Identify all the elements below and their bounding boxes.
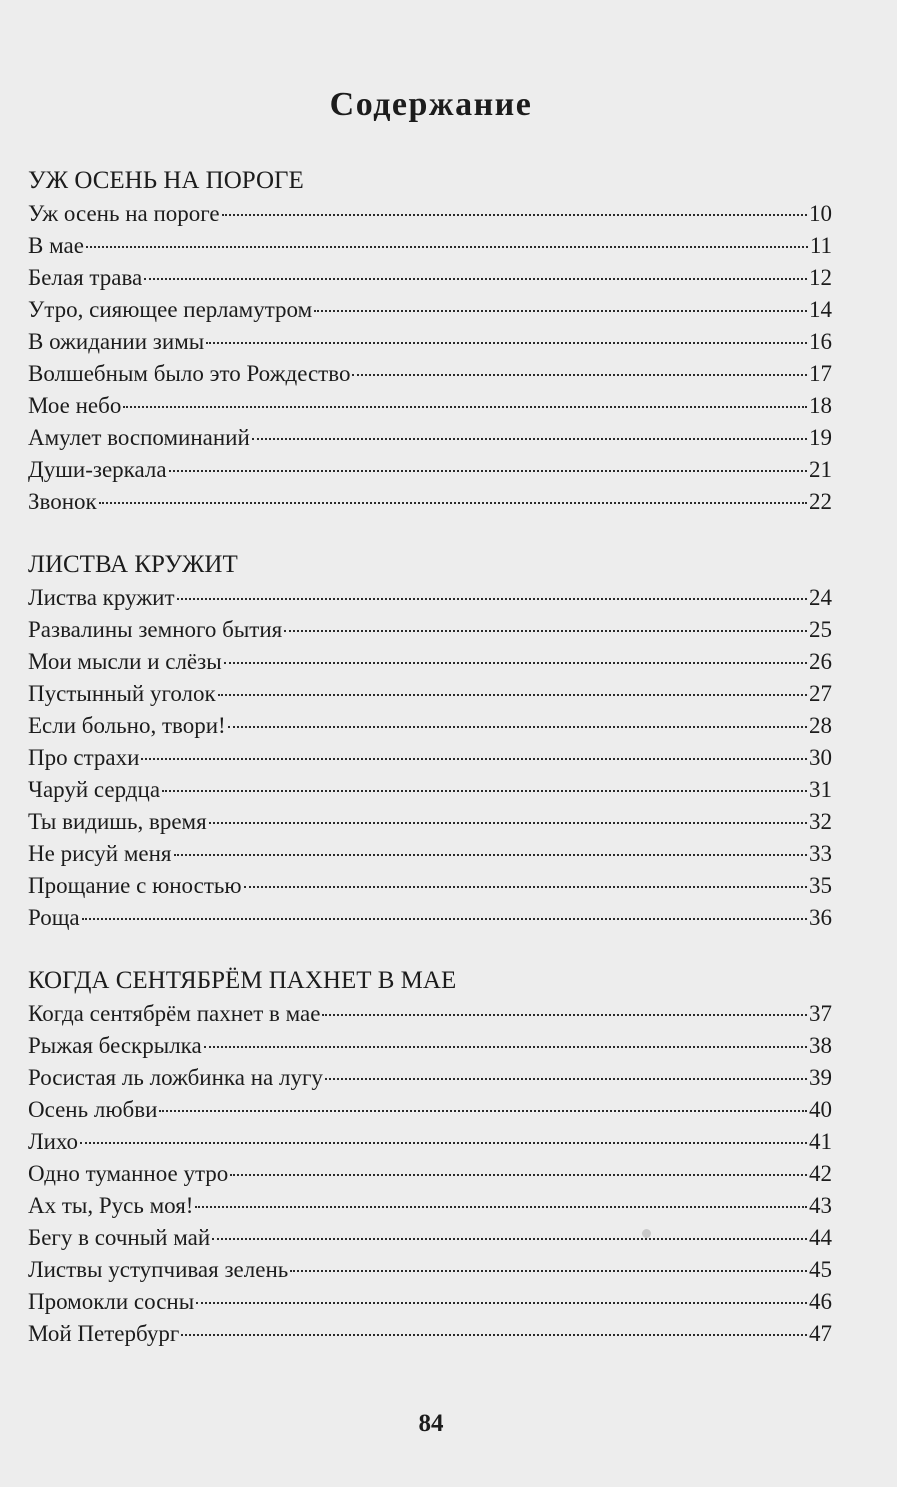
entry-title: Ты видишь, время [28, 809, 207, 834]
entry-title: Уж осень на пороге [28, 201, 220, 226]
entry-title: Ах ты, Русь моя! [28, 1193, 194, 1218]
dot-leader [209, 822, 807, 824]
entry-title: Роща [28, 905, 80, 930]
entry-page-number: 33 [809, 841, 832, 866]
entry-page-number: 10 [809, 201, 832, 226]
entry-page-number: 40 [809, 1097, 832, 1122]
dot-leader [212, 1238, 807, 1240]
entry-title: Листвы уступчивая зелень [28, 1257, 289, 1282]
toc-entry [28, 902, 832, 934]
entry-title: Мое небо [28, 393, 122, 418]
entry-page-number: 41 [809, 1129, 832, 1154]
dot-leader [222, 214, 807, 216]
entry-title: Рыжая бескрылка [28, 1033, 202, 1058]
entry-page-number: 27 [809, 681, 832, 706]
entry-page-number: 38 [809, 1033, 832, 1058]
dot-leader [204, 1046, 807, 1048]
toc-entry [28, 1126, 832, 1158]
toc-entry [28, 422, 832, 454]
toc-entry [28, 710, 832, 742]
entry-page-number: 44 [809, 1225, 832, 1250]
dot-leader [181, 1334, 807, 1336]
entry-title: Про страхи [28, 745, 140, 770]
dot-leader [80, 1142, 807, 1144]
paper-speck [642, 1229, 651, 1238]
entry-title: Утро, сияющее перламутром [28, 297, 313, 322]
toc-section [28, 548, 832, 934]
toc-entry [28, 1158, 832, 1190]
entry-title: Не рисуй меня [28, 841, 172, 866]
section-title: УЖ ОСЕНЬ НА ПОРОГЕ [28, 167, 304, 194]
entry-title: Волшебным было это Рождество [28, 361, 351, 386]
toc-section [28, 164, 832, 518]
toc-entry [28, 1318, 832, 1350]
toc-section [28, 964, 832, 1350]
entry-page-number: 19 [809, 425, 832, 450]
entry-title: В ожидании зимы [28, 329, 205, 354]
toc-entry [28, 294, 832, 326]
toc-entry [28, 1190, 832, 1222]
entry-title: Мои мысли и слёзы [28, 649, 222, 674]
dot-leader [230, 1174, 807, 1176]
toc-entry [28, 358, 832, 390]
entry-page-number: 37 [809, 1001, 832, 1026]
dot-leader [252, 438, 807, 440]
toc-entry [28, 646, 832, 678]
entry-page-number: 30 [809, 745, 832, 770]
entry-title: Лихо [28, 1129, 79, 1154]
entry-page-number: 24 [809, 585, 832, 610]
entry-page-number: 31 [809, 777, 832, 802]
entry-page-number: 36 [809, 905, 832, 930]
dot-leader [159, 1110, 807, 1112]
entry-title: Амулет воспоминаний [28, 425, 250, 450]
entry-title: В мае [28, 233, 84, 258]
toc-entry [28, 1062, 832, 1094]
entry-page-number: 12 [809, 265, 832, 290]
toc-entry [28, 1254, 832, 1286]
entry-page-number: 42 [809, 1161, 832, 1186]
toc-entry [28, 614, 832, 646]
entry-title: Если больно, твори! [28, 713, 226, 738]
dot-leader [141, 758, 807, 760]
entry-page-number: 11 [809, 233, 832, 258]
entry-title: Души-зеркала [28, 457, 167, 482]
toc-entry [28, 742, 832, 774]
dot-leader [352, 374, 807, 376]
entry-page-number: 26 [809, 649, 832, 674]
entry-title: Когда сентябрём пахнет в мае [28, 1001, 321, 1026]
toc-entry [28, 198, 832, 230]
entry-title: Чаруй сердца [28, 777, 161, 802]
dot-leader [162, 790, 807, 792]
dot-leader [244, 886, 807, 888]
entry-title: Листва кружит [28, 585, 175, 610]
dot-leader [82, 918, 807, 920]
toc-entry [28, 390, 832, 422]
entry-title: Бегу в сочный май [28, 1225, 211, 1250]
dot-leader [290, 1270, 807, 1272]
section-title: ЛИСТВА КРУЖИТ [28, 551, 238, 578]
toc-entry [28, 1222, 832, 1254]
entry-page-number: 14 [809, 297, 832, 322]
entry-page-number: 39 [809, 1065, 832, 1090]
section-title: КОГДА СЕНТЯБРЁМ ПАХНЕТ В МАЕ [28, 967, 457, 994]
dot-leader [325, 1078, 807, 1080]
entry-title: Прощание с юностью [28, 873, 242, 898]
entry-title: Развалины земного бытия [28, 617, 283, 642]
toc-entry [28, 1094, 832, 1126]
dot-leader [314, 310, 807, 312]
entry-title: Промокли сосны [28, 1289, 195, 1314]
toc-entry [28, 582, 832, 614]
entry-title: Мой Петербург [28, 1321, 180, 1346]
toc-entry [28, 838, 832, 870]
toc-entry [28, 1030, 832, 1062]
entry-page-number: 25 [809, 617, 832, 642]
toc-entry [28, 326, 832, 358]
toc-entry [28, 486, 832, 518]
dot-leader [144, 278, 807, 280]
toc-entry [28, 454, 832, 486]
entry-page-number: 46 [809, 1289, 832, 1314]
entry-page-number: 43 [809, 1193, 832, 1218]
entry-title: Росистая ль ложбинка на лугу [28, 1065, 323, 1090]
entry-page-number: 17 [809, 361, 832, 386]
entry-title: Пустынный уголок [28, 681, 216, 706]
dot-leader [224, 662, 807, 664]
toc-entry [28, 1286, 832, 1318]
entry-page-number: 21 [809, 457, 832, 482]
entry-page-number: 16 [809, 329, 832, 354]
page-title: Содержание [329, 86, 533, 123]
dot-leader [174, 854, 808, 856]
toc-entry [28, 262, 832, 294]
entry-page-number: 32 [809, 809, 832, 834]
toc-entry [28, 998, 832, 1030]
dot-leader [206, 342, 807, 344]
dot-leader [228, 726, 807, 728]
page-number: 84 [418, 1410, 444, 1437]
entry-title: Одно туманное утро [28, 1161, 229, 1186]
entry-page-number: 35 [809, 873, 832, 898]
entry-page-number: 45 [809, 1257, 832, 1282]
toc-entry [28, 774, 832, 806]
entry-page-number: 22 [809, 489, 832, 514]
toc-entry [28, 678, 832, 710]
dot-leader [169, 470, 807, 472]
entry-page-number: 18 [809, 393, 832, 418]
dot-leader [218, 694, 807, 696]
dot-leader [196, 1302, 807, 1304]
toc-entry [28, 806, 832, 838]
dot-leader [195, 1206, 807, 1208]
dot-leader [322, 1014, 807, 1016]
dot-leader [177, 598, 807, 600]
entry-title: Осень любви [28, 1097, 158, 1122]
dot-leader [86, 246, 808, 248]
dot-leader [284, 630, 807, 632]
entry-page-number: 47 [809, 1321, 832, 1346]
entry-title: Звонок [28, 489, 97, 514]
dot-leader [123, 406, 807, 408]
table-of-contents [28, 164, 832, 1380]
entry-page-number: 28 [809, 713, 832, 738]
toc-entry [28, 230, 832, 262]
toc-entry [28, 870, 832, 902]
entry-title: Белая трава [28, 265, 143, 290]
dot-leader [99, 502, 807, 504]
